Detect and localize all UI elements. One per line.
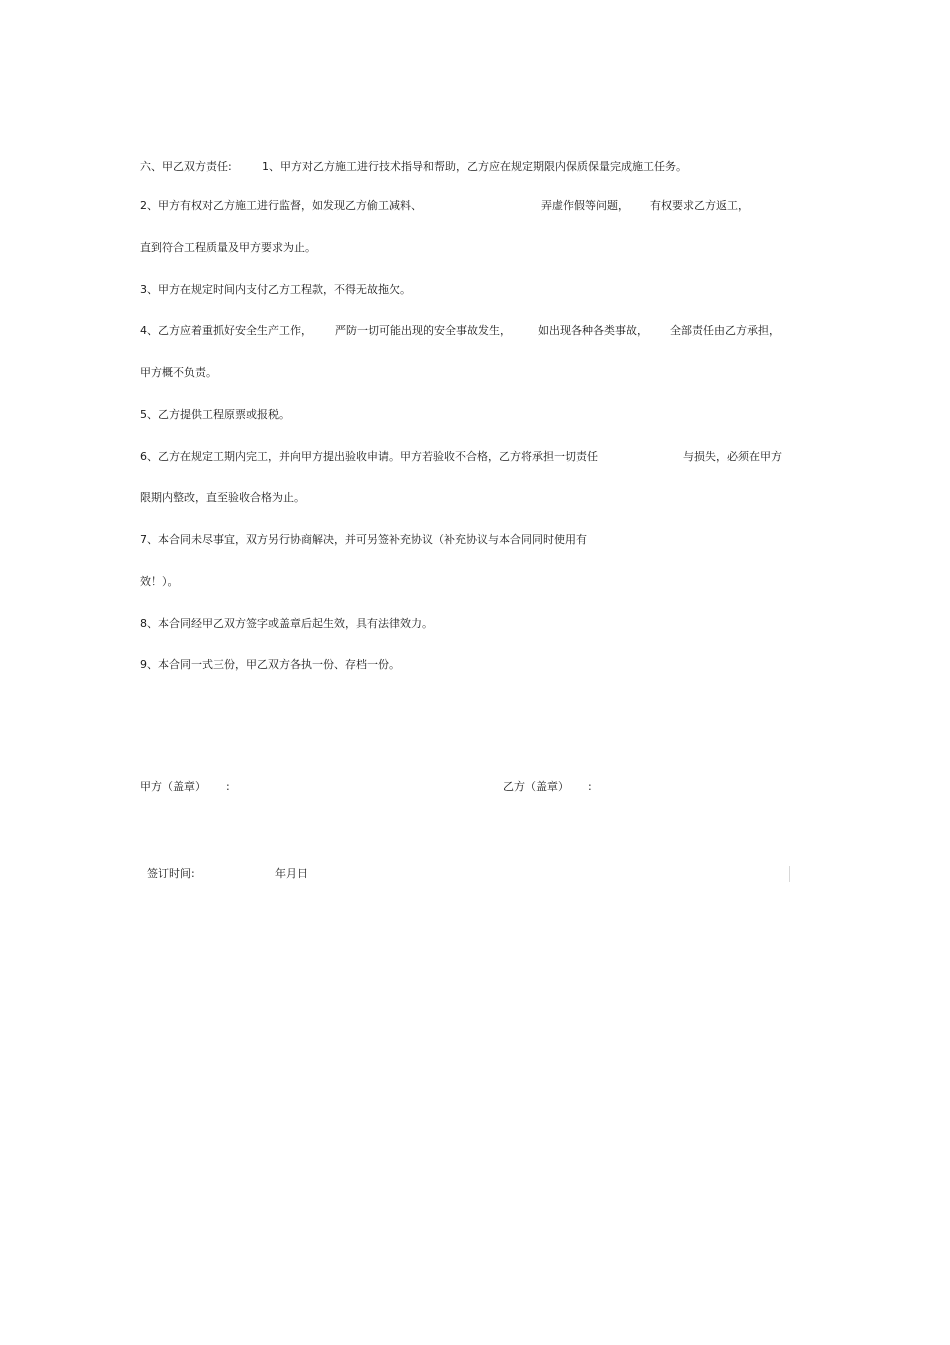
clause-4-part-2: 严防一切可能出现的安全事故发生， (335, 324, 511, 337)
clause-4-part-3: 如出现各种各类事故， (538, 324, 648, 337)
clause-4-continuation: 甲方概不负责。 (140, 366, 217, 379)
clause-3-text: 3、甲方在规定时间内支付乙方工程款，不得无故拖欠。 (140, 283, 411, 296)
clause-4-part-4: 全部责任由乙方承担， (670, 324, 780, 337)
clause-6-part-2: 与损失，必须在甲方 (683, 450, 782, 463)
section-heading: 六、甲乙双方责任: (140, 160, 232, 173)
clause-2-part-3: 有权要求乙方返工， (650, 199, 749, 212)
clause-7-text: 7、本合同未尽事宜，双方另行协商解决，并可另签补充协议（补充协议与本合同同时使用有 (140, 533, 587, 546)
party-b-seal-label: 乙方（盖章） (503, 780, 569, 793)
clause-7-continuation: 效！）。 (140, 575, 179, 588)
clause-4-part-1: 4、乙方应着重抓好安全生产工作， (140, 324, 312, 337)
clause-5-text: 5、乙方提供工程原票或报税。 (140, 408, 290, 421)
party-a-seal-label: 甲方（盖章） (140, 780, 206, 793)
signing-date-label: 签订时间: (147, 867, 195, 880)
clause-2-part-1: 2、甲方有权对乙方施工进行监督，如发现乙方偷工减料、 (140, 199, 422, 212)
clause-9-text: 9、本合同一式三份，甲乙双方各执一份、存档一份。 (140, 658, 400, 671)
clause-1-text: 1、甲方对乙方施工进行技术指导和帮助，乙方应在规定期限内保质保量完成施工任务。 (262, 160, 687, 173)
party-a-colon: : (226, 780, 230, 793)
party-b-colon: : (588, 780, 592, 793)
clause-2-part-2: 弄虚作假等问题， (541, 199, 629, 212)
clause-6-part-1: 6、乙方在规定工期内完工，并向甲方提出验收申请。甲方若验收不合格，乙方将承担一切责任 (140, 450, 598, 463)
clause-6-continuation: 限期内整改，直至验收合格为止。 (140, 491, 305, 504)
clause-8-text: 8、本合同经甲乙双方签字或盖章后起生效，具有法律效力。 (140, 617, 433, 630)
faint-divider (789, 866, 790, 882)
signing-date-value: 年月日 (275, 867, 308, 880)
clause-2-continuation: 直到符合工程质量及甲方要求为止。 (140, 241, 316, 254)
